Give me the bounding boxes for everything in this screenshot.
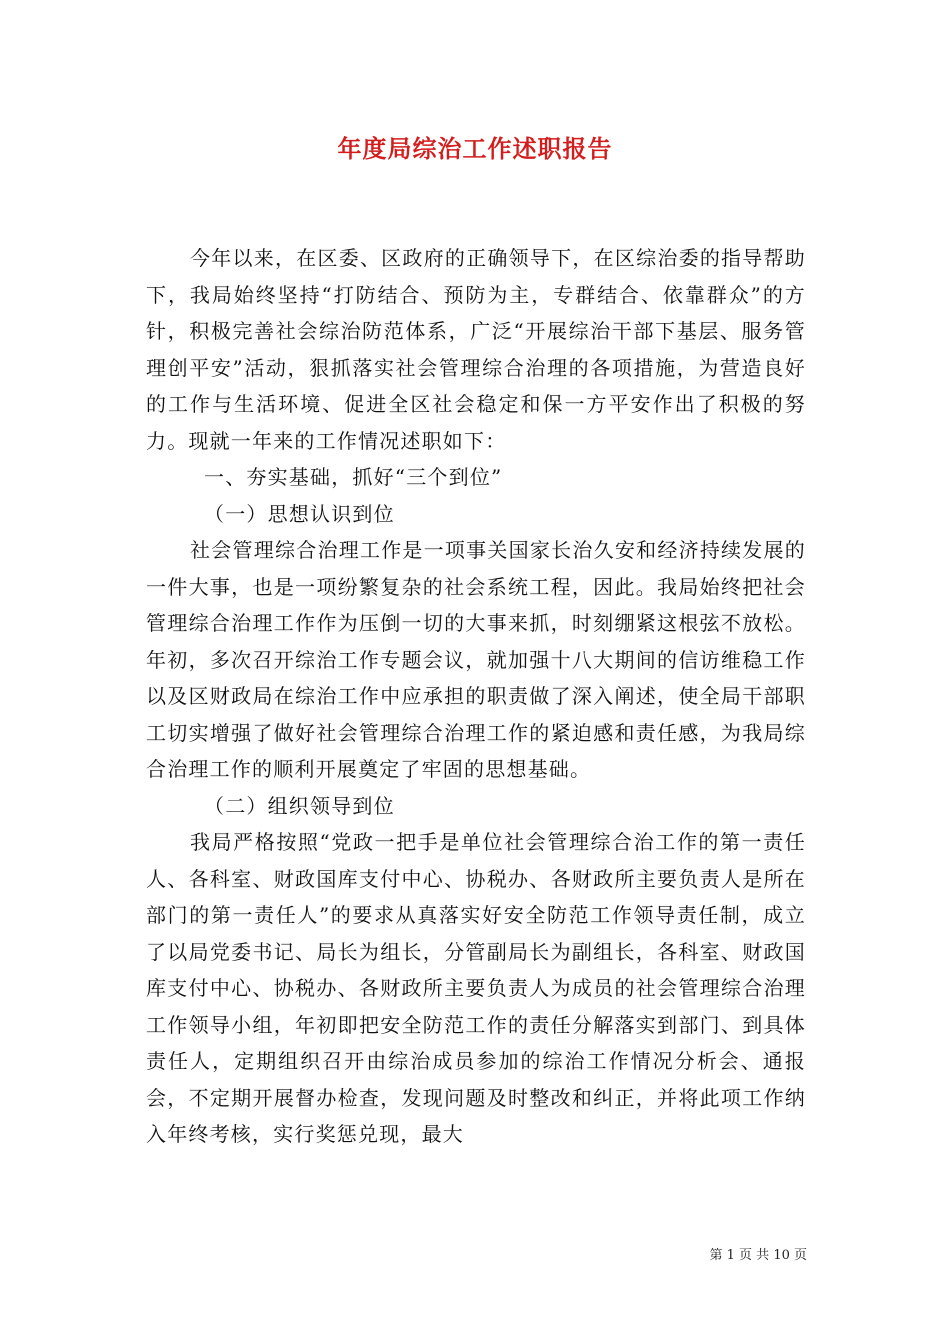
page-number: 第 1 页 共 10 页 — [709, 1248, 807, 1263]
subsection-heading-1: （一）思想认识到位 — [204, 501, 395, 526]
document-title: 年度局综治工作述职报告 — [337, 134, 613, 163]
subsection-heading-2: （二）组织领导到位 — [204, 793, 395, 818]
document-body — [146, 240, 806, 1153]
body-paragraph-1: 社会管理综合治理工作是一项事关国家长治久安和经济持续发展的一件大事，也是一项纷繁复杂的社会系统工程，因此。我局始终把社会管理综合治理工作作为压倒一切的大事来抓，时刻绷紧这根弦不放松。年初，多次召开综治工作专题会议，就加强十八大期间的信访维稳工作以及区财政局在综治工作中应承担的职责做了深入阐述，使全局干部职工切实增强了做好社会管理综合治理工作的紧迫感和责任感，为我局综合治理工作的顺利开展奠定了牢固的思想基础。 — [146, 538, 806, 781]
body-paragraph-2: 我局严格按照“党政一把手是单位社会管理综合治工作的第一责任人、各科室、财政国库支付中心、协税办、各财政所主要负责人是所在部门的第一责任人”的要求从真落实好安全防范工作领导责任制，成立了以局党委书记、局长为组长，分管副局长为副组长，各科室、财政国库支付中心、协税办、各财政所主要负责人为成员的社会管理综合治理工作领导小组，年初即把安全防范工作的责任分解落实到部门、到具体责任人，定期组织召开由综治成员参加的综治工作情况分析会、通报会，不定期开展督办检查，发现问题及时整改和纠正，并将此项工作纳入年终考核，实行奖惩兑现，最大 — [146, 830, 806, 1146]
section-heading-1: 一、夯实基础，抓好“三个到位” — [204, 465, 503, 489]
intro-paragraph: 今年以来，在区委、区政府的正确领导下，在区综治委的指导帮助下，我局始终坚持“打防结合、预防为主，专群结合、依靠群众”的方针，积极完善社会综治防范体系，广泛“开展综治干部下基层、服务管理创平安”活动，狠抓落实社会管理综合治理的各项措施，为营造良好的工作与生活环境、促进全区社会稳定和保一方平安作出了积极的努力。现就一年来的工作情况述职如下： — [146, 246, 806, 453]
